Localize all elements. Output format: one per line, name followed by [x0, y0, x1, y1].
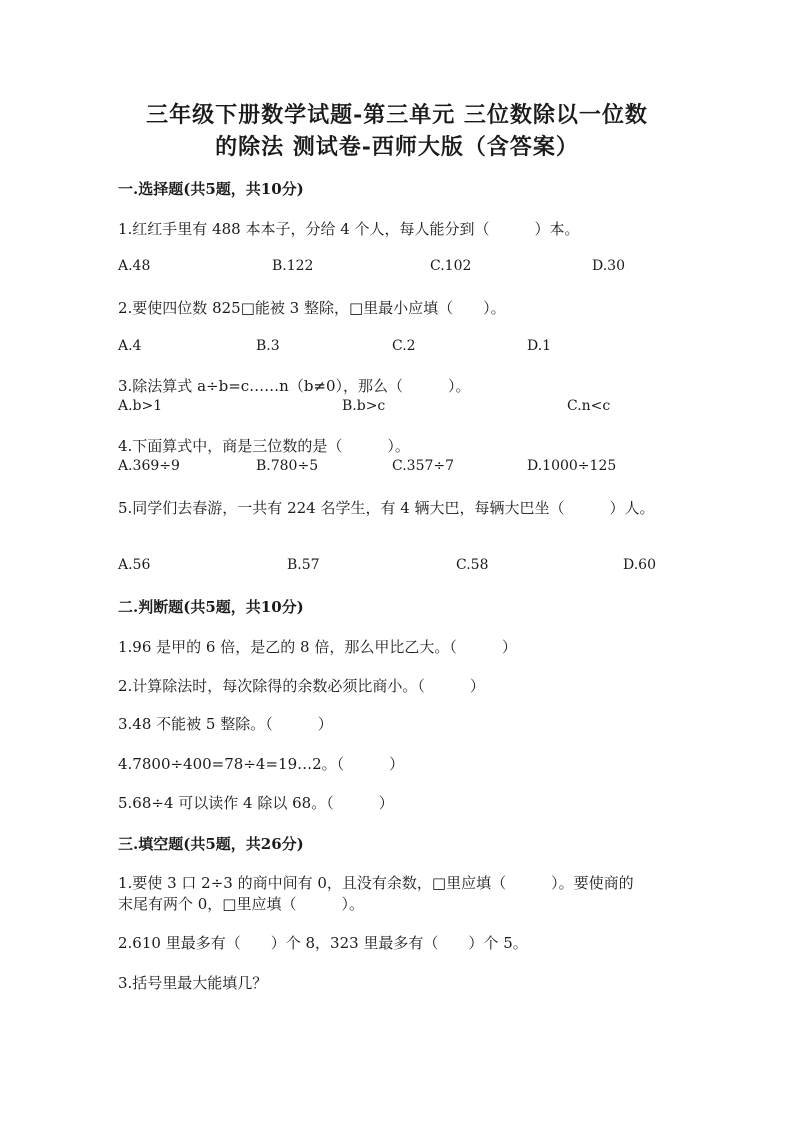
- question-text: 5.同学们去春游，一共有 224 名学生，有 4 辆大巴，每辆大巴坐（ ）人。: [118, 499, 655, 517]
- question-text: 3.括号里最大能填几？: [118, 974, 268, 992]
- section-heading-fill-blank: 三.填空题(共5题，共26分): [118, 835, 304, 853]
- option-b: B.780÷5: [256, 458, 319, 474]
- question-text: 2.610 里最多有（ ）个 8，323 里最多有（ ）个 5。: [118, 934, 528, 952]
- question-text: 1.红红手里有 488 本本子，分给 4 个人，每人能分到（ ）本。: [118, 220, 580, 238]
- option-d: D.1000÷125: [527, 458, 617, 474]
- option-d: D.30: [592, 258, 625, 274]
- question-text: 5.68÷4 可以读作 4 除以 68。（ ）: [118, 794, 394, 812]
- option-d: D.60: [623, 557, 656, 573]
- section-heading-choice: 一.选择题(共5题，共10分): [118, 180, 304, 198]
- question-text: 3.48 不能被 5 整除。（ ）: [118, 715, 333, 733]
- option-b: B.b>c: [342, 398, 386, 414]
- option-c: C.2: [392, 338, 416, 354]
- option-d: D.1: [527, 338, 552, 354]
- page-title-line-2: 的除法 测试卷-西师大版（含答案）: [215, 134, 579, 160]
- question-text: 2.计算除法时，每次除得的余数必须比商小。（ ）: [118, 677, 485, 695]
- option-c: C.58: [456, 557, 489, 573]
- question-text: 1.要使 3 口 2÷3 的商中间有 0，且没有余数，□里应填（ ）。要使商的: [118, 874, 634, 892]
- question-text: 4.下面算式中，商是三位数的是（ ）。: [118, 437, 410, 455]
- option-a: A.56: [118, 557, 151, 573]
- option-a: A.b>1: [118, 398, 163, 414]
- option-b: B.122: [272, 258, 314, 274]
- question-text-continued: 末尾有两个 0，□里应填（ ）。: [118, 895, 364, 913]
- option-c: C.102: [430, 258, 472, 274]
- option-a: A.369÷9: [118, 458, 180, 474]
- option-a: A.4: [118, 338, 142, 354]
- option-c: C.n<c: [567, 398, 611, 414]
- option-c: C.357÷7: [392, 458, 455, 474]
- question-text: 2.要使四位数 825□能被 3 整除，□里最小应填（ ）。: [118, 299, 506, 317]
- page-title-line-1: 三年级下册数学试题-第三单元 三位数除以一位数: [146, 102, 648, 128]
- option-b: B.3: [256, 338, 280, 354]
- question-text: 1.96 是甲的 6 倍，是乙的 8 倍，那么甲比乙大。（ ）: [118, 638, 517, 656]
- question-text: 3.除法算式 a÷b=c……n（b≠0），那么（ ）。: [118, 377, 471, 395]
- option-b: B.57: [287, 557, 320, 573]
- question-text: 4.7800÷400=78÷4=19…2。（ ）: [118, 755, 405, 773]
- option-a: A.48: [118, 258, 151, 274]
- section-heading-judgement: 二.判断题(共5题，共10分): [118, 598, 304, 616]
